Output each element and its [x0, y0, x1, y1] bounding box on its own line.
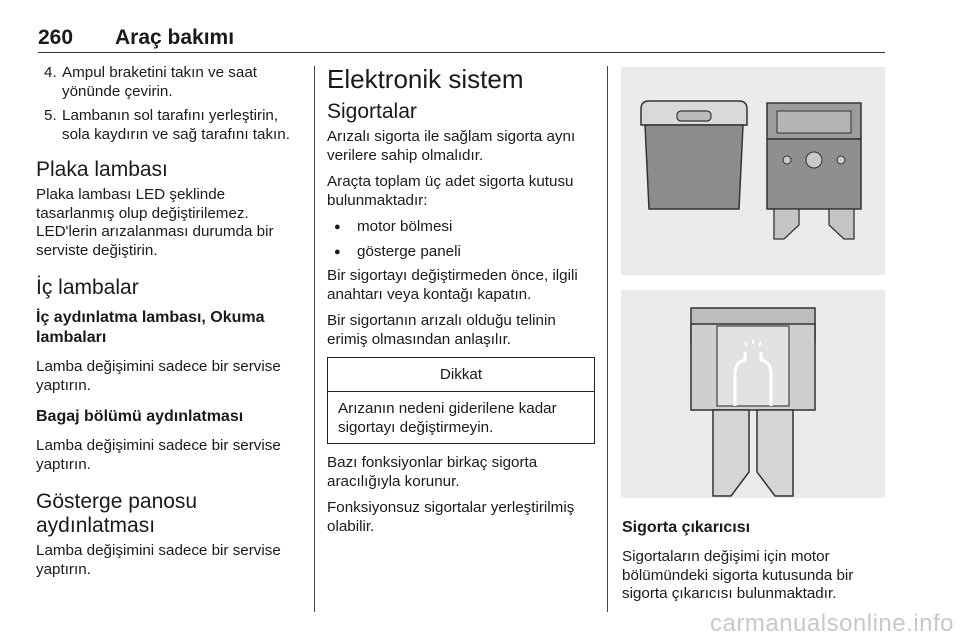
section-heading-instrument-panel: Gösterge panosu aydınlatması [36, 490, 198, 537]
running-title: Araç bakımı [115, 26, 235, 49]
page-header [38, 24, 885, 53]
section-heading-interior-lamps: İç lambalar [36, 276, 139, 299]
list-item: ● motor bölmesi [327, 218, 595, 237]
column-divider [607, 66, 608, 612]
paragraph: Arızalı sigorta ile sağlam sigorta aynı verilere sahip olmalıdır. [327, 128, 576, 164]
subheading-fuse-extractor: Sigorta çıkarıcısı [622, 519, 751, 536]
paragraph: Sigortaların değişimi için motor bölümündeki sigorta kutusunda bir sigorta çıkarıcısı bulunmaktadır. [622, 548, 854, 602]
bulb-steps-list [36, 64, 304, 144]
column-right-text [622, 518, 887, 612]
caution-text: Arızanın nedeni giderilene kadar sigortayı değiştirmeyin. [338, 400, 557, 436]
fuse-box-list [327, 218, 595, 261]
paragraph: Lamba değişimini sadece bir servise yaptırın. [36, 542, 281, 578]
paragraph: Fonksiyonsuz sigortalar yerleştirilmiş olabilir. [327, 499, 575, 535]
paragraph: Bazı fonksiyonlar birkaç sigorta aracılığıyla korunur. [327, 454, 538, 490]
fuse-element-icon [621, 290, 885, 498]
section-heading-fuses: Sigortalar [327, 100, 417, 123]
caution-box [327, 357, 595, 444]
fuse-closeup-figure [621, 290, 885, 498]
list-item: ● gösterge paneli [327, 243, 595, 262]
list-item: 4. Ampul braketini takın ve saat yönünde çevirin. [44, 64, 258, 100]
page-number: 260 [38, 26, 74, 49]
paragraph: Araçta toplam üç adet sigorta kutusu bulunmaktadır: [327, 173, 574, 209]
paragraph: Plaka lambası LED şeklinde tasarlanmış olup değiştirilemez. LED'lerin arızalanması durumda bir serviste değiştirin. [36, 186, 274, 259]
column-divider [314, 66, 315, 612]
fuse-illustration-figure [621, 67, 885, 275]
column-left [36, 64, 304, 587]
mini-fuse-icon [621, 67, 885, 275]
caution-title: Dikkat [328, 358, 594, 392]
list-item: 5. Lambanın sol tarafını yerleştirin, sola kaydırın ve sağ tarafını takın. [44, 107, 290, 143]
section-heading-plate-lamp: Plaka lambası [36, 158, 168, 181]
watermark: carmanualsonline.info [710, 610, 954, 637]
subheading-trunk-light: Bagaj bölümü aydınlatması [36, 408, 244, 425]
column-middle [327, 64, 595, 544]
paragraph: Lamba değişimini sadece bir servise yaptırın. [36, 437, 281, 473]
chapter-heading-electronic-system: Elektronik sistem [327, 64, 524, 94]
subheading-interior-reading: İç aydınlatma lambası, Okuma lambaları [36, 309, 265, 346]
paragraph: Bir sigortanın arızalı olduğu telinin erimiş olmasından anlaşılır. [327, 312, 556, 348]
paragraph: Lamba değişimini sadece bir servise yaptırın. [36, 358, 281, 394]
paragraph: Bir sigortayı değiştirmeden önce, ilgili anahtarı veya kontağı kapatın. [327, 267, 578, 303]
